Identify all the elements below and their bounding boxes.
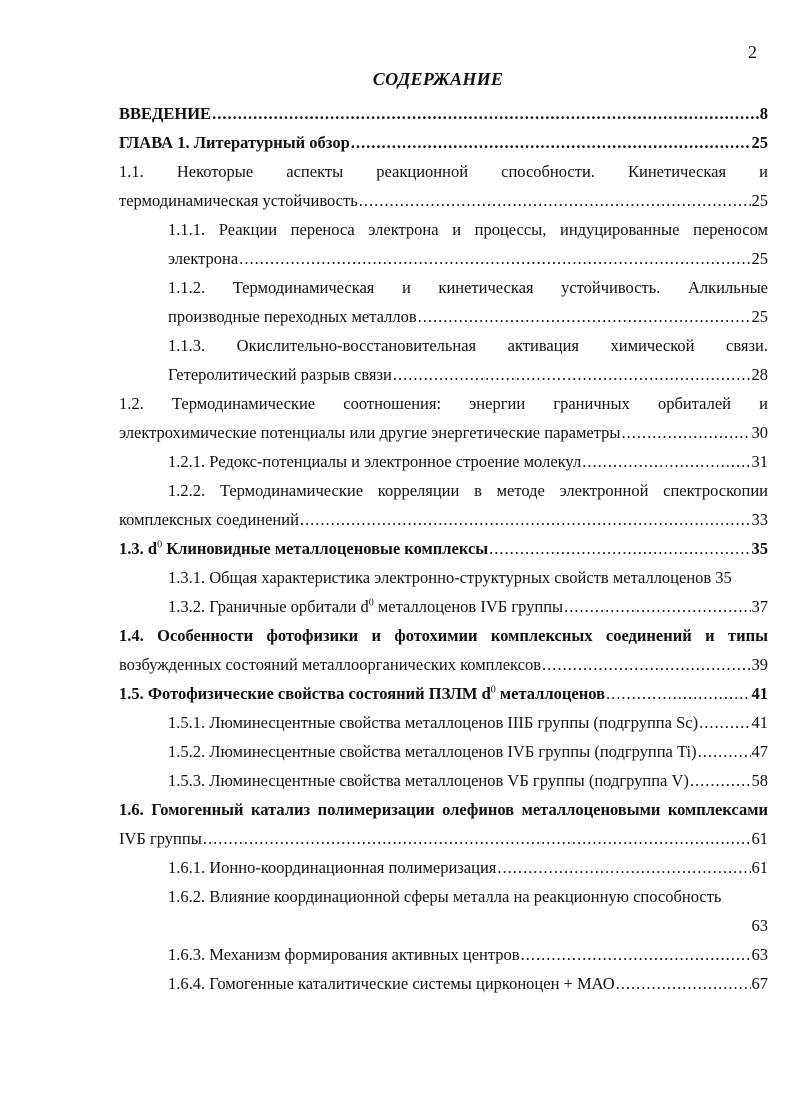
- toc-entry-1-1-2[interactable]: [168, 273, 768, 331]
- toc-leader-dots: [300, 505, 751, 534]
- toc-entry-title-line1: 1.4. Особенности фотофизики и фотохимии комплексных соединений и типы: [119, 626, 768, 645]
- toc-entry-page: 8: [759, 104, 768, 123]
- toc-leader-dots: [521, 940, 751, 969]
- toc-entry-title: электрохимические потенциалы или другие энергетические параметры: [119, 423, 621, 442]
- toc-entry-title: комплексных соединений: [119, 510, 299, 529]
- toc-entry-superscript: 0: [490, 684, 496, 696]
- toc-leader-dots: [699, 708, 750, 737]
- toc-entry-1-6-3[interactable]: [168, 940, 768, 969]
- toc-entry-title: металлоценов: [495, 684, 606, 703]
- toc-entry-1-1[interactable]: [119, 157, 768, 215]
- toc-entry-page: 47: [751, 742, 768, 761]
- toc-entry-title: ВВЕДЕНИЕ: [119, 104, 212, 123]
- toc-entry-title: ГЛАВА 1. Литературный обзор: [119, 133, 350, 152]
- toc-entry-title: 1.6.4. Гомогенные каталитические системы цирконоцен + МАО: [168, 974, 615, 993]
- toc-entry-1-3-2[interactable]: [168, 592, 768, 621]
- toc-entry-1-2[interactable]: [119, 389, 768, 447]
- toc-entry-title: металлоценов IVБ группы: [373, 597, 564, 616]
- toc-leader-dots: [542, 650, 750, 679]
- toc-entry-page: 25: [751, 133, 768, 152]
- toc-entry-page: 67: [751, 974, 768, 993]
- toc-entry-title: 1.6.2. Влияние координационной сферы металла на реакционную способность: [168, 887, 722, 906]
- toc-leader-dots: [606, 679, 750, 708]
- toc-entry-title: 1.6.3. Механизм формирования активных центров: [168, 945, 520, 964]
- toc-entry-1-2-2-cont[interactable]: [119, 505, 768, 534]
- toc-leader-dots: [616, 969, 751, 998]
- toc-entry-1-3-1[interactable]: [168, 563, 768, 592]
- toc-entry-page: 39: [751, 655, 768, 674]
- toc-leader-dots: [351, 128, 751, 157]
- toc-entry-title-line1: 1.2. Термодинамические соотношения: энергии граничных орбиталей и: [119, 394, 768, 413]
- toc-entry-page: 61: [751, 829, 768, 848]
- toc-leader-dots: [239, 244, 750, 273]
- toc-entry-1-6[interactable]: [119, 795, 768, 853]
- toc-entry-title-line1: 1.1.3. Окислительно-восстановительная активация химической связи.: [168, 336, 768, 355]
- toc-entry-page: 41: [751, 713, 768, 732]
- toc-entry-page: 58: [751, 771, 768, 790]
- toc-entry-1-4[interactable]: [119, 621, 768, 679]
- toc-entry-title: 1.2.1. Редокс-потенциалы и электронное строение молекул: [168, 452, 582, 471]
- toc-leader-dots: [621, 418, 750, 447]
- toc-entry-page: 41: [751, 684, 768, 703]
- toc-entry-page: 61: [751, 858, 768, 877]
- toc-entry-prefix: 1.5. Фотофизические свойства состояний ПЗЛМ d: [119, 684, 491, 703]
- toc-entry-title: производные переходных металлов: [168, 307, 417, 326]
- toc-leader-dots: [698, 737, 751, 766]
- toc-entry-1-2-1[interactable]: [168, 447, 768, 476]
- page-number: 2: [748, 42, 757, 62]
- toc-entry-chapter-1[interactable]: [119, 128, 768, 157]
- toc-leader-dots: [359, 186, 751, 215]
- toc-entry-superscript: 0: [157, 539, 163, 551]
- toc-entry-1-5-1[interactable]: [168, 708, 768, 737]
- toc-entry-title: Гетеролитический разрыв связи: [168, 365, 392, 384]
- toc-leader-dots: [212, 99, 759, 128]
- toc-entry-1-5[interactable]: [119, 679, 768, 708]
- toc-entry-1-1-3[interactable]: [168, 331, 768, 389]
- toc-entry-title: термодинамическая устойчивость: [119, 191, 358, 210]
- toc-entry-title: Клиновидные металлоценовые комплексы: [162, 539, 489, 558]
- toc-entry-prefix: 1.3.2. Граничные орбитали d: [168, 597, 369, 616]
- toc-leader-dots: [489, 534, 750, 563]
- toc-entry-1-5-2[interactable]: [168, 737, 768, 766]
- toc-entry-1-6-1[interactable]: [168, 853, 768, 882]
- toc-leader-dots: [497, 853, 750, 882]
- toc-entry-page: 25: [751, 307, 768, 326]
- toc-entry-page: 35: [715, 568, 732, 587]
- toc-entry-title: 1.6.1. Ионно-координационная полимеризация: [168, 858, 497, 877]
- toc-entry-page: 31: [751, 452, 768, 471]
- toc-leader-dots: [418, 302, 751, 331]
- toc-leader-dots: [564, 592, 750, 621]
- toc-leader-dots: [393, 360, 751, 389]
- toc-entry-1-6-4[interactable]: [168, 969, 768, 998]
- toc-entry-introduction[interactable]: [119, 99, 768, 128]
- toc-entry-title: 1.5.3. Люминесцентные свойства металлоценов VБ группы (подгруппа V): [168, 771, 689, 790]
- toc-entry-title-line1: 1.1.2. Термодинамическая и кинетическая устойчивость. Алкильные: [168, 278, 768, 297]
- toc-leader-dots: [690, 766, 751, 795]
- toc-leader-dots: [582, 447, 750, 476]
- toc-entry-page: 63: [751, 945, 768, 964]
- toc-entry-1-3[interactable]: [119, 534, 768, 563]
- toc-entry-page: 33: [751, 510, 768, 529]
- toc-entry-1-2-2[interactable]: [168, 476, 768, 505]
- toc-entry-title: электрона: [168, 249, 239, 268]
- toc-entry-title-line1: 1.1.1. Реакции переноса электрона и процессы, индуцированные переносом: [168, 220, 768, 239]
- toc-entry-1-6-2[interactable]: [168, 882, 768, 940]
- toc-entry-page: 25: [751, 249, 768, 268]
- toc-entry-1-1-1[interactable]: [168, 215, 768, 273]
- toc-entry-prefix: 1.3. d: [119, 539, 158, 558]
- toc-entry-title: IVБ группы: [119, 829, 202, 848]
- toc-entry-page: 28: [751, 365, 768, 384]
- toc-entry-page: 63: [751, 916, 768, 935]
- page-title: СОДЕРЖАНИЕ: [372, 69, 504, 89]
- toc-entry-page: 25: [751, 191, 768, 210]
- toc-entry-title: возбужденных состояний металлоорганических комплексов: [119, 655, 542, 674]
- toc-entry-title: 1.3.1. Общая характеристика электронно-структурных свойств металлоценов: [168, 568, 712, 587]
- toc-entry-title-line1: 1.1. Некоторые аспекты реакционной способности. Кинетическая и: [119, 162, 768, 181]
- toc-entry-title: 1.5.2. Люминесцентные свойства металлоценов IVБ группы (подгруппа Ti): [168, 742, 697, 761]
- toc-entry-page: 35: [751, 539, 768, 558]
- toc-entry-title: 1.5.1. Люминесцентные свойства металлоценов IIIБ группы (подгруппа Sc): [168, 713, 699, 732]
- toc-entry-title-line1: 1.2.2. Термодинамические корреляции в методе электронной спектроскопии: [168, 481, 768, 500]
- toc-entry-1-5-3[interactable]: [168, 766, 768, 795]
- toc-leader-dots: [203, 824, 751, 853]
- toc-entry-page: 37: [751, 597, 768, 616]
- toc-entry-page: 30: [751, 423, 768, 442]
- toc-entry-superscript: 0: [368, 597, 374, 609]
- toc-entry-title-line1: 1.6. Гомогенный катализ полимеризации олефинов металлоценовыми комплексами: [119, 800, 768, 819]
